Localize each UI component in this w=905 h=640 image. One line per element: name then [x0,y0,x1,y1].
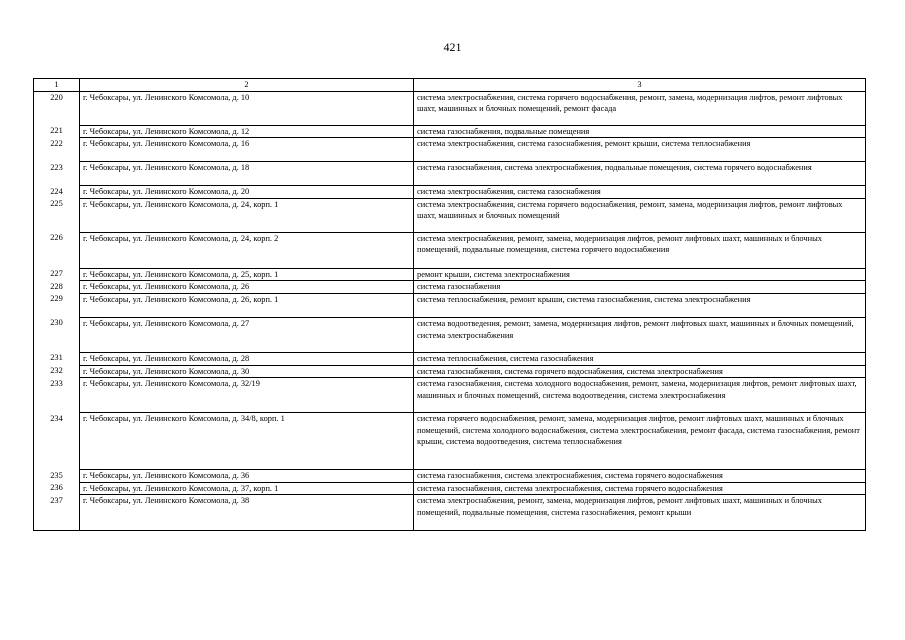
row-works: система горячего водоснабжения, ремонт, замена, модернизация лифтов, ремонт лифтовых шахт, машинных и блочных помещений, система холодного водоснабжения, система электроснабжения, ремонт фасада, система газоснабжения, ремонт крыши, система водоотведения, система теплоснабжения [414,413,866,470]
row-number: 229 [34,293,80,317]
row-address: г. Чебоксары, ул. Ленинского Комсомола, д. 38 [80,495,414,531]
row-works: система электроснабжения, система газоснабжения [414,186,866,199]
row-number: 221 [34,125,80,138]
table-row [34,162,866,186]
page-number: 421 [443,40,462,54]
table-row [34,186,866,199]
row-address: г. Чебоксары, ул. Ленинского Комсомола, д. 12 [80,125,414,138]
table-row [34,352,866,365]
column-header-works: 3 [414,79,866,92]
row-number: 225 [34,198,80,232]
table-row [34,495,866,531]
table-row [34,365,866,378]
row-works: система газоснабжения [414,281,866,294]
table-row [34,198,866,232]
row-works: система газоснабжения, подвальные помещения [414,125,866,138]
table-row [34,125,866,138]
row-number: 224 [34,186,80,199]
table-row [34,91,866,125]
row-works: система газоснабжения, система электроснабжения, система горячего водоснабжения [414,482,866,495]
table-header-row [34,79,866,92]
table-row [34,413,866,470]
row-number: 220 [34,91,80,125]
table-row [34,281,866,294]
row-address: г. Чебоксары, ул. Ленинского Комсомола, д. 27 [80,317,414,352]
table-row [34,293,866,317]
table-row [34,268,866,281]
row-works: система электроснабжения, ремонт, замена, модернизация лифтов, ремонт лифтовых шахт, машинных и блочных помещений, подвальные помещения, система газоснабжения, ремонт крыши [414,495,866,531]
row-number: 227 [34,268,80,281]
row-number: 237 [34,495,80,531]
table-row [34,482,866,495]
row-works: система газоснабжения, система холодного водоснабжения, ремонт, замена, модернизация лифтов, ремонт лифтовых шахт, машинных и блочных помещений, система водоотведения, система электроснабжения [414,378,866,413]
row-works: система газоснабжения, система электроснабжения, система горячего водоснабжения [414,470,866,483]
row-works: система водоотведения, ремонт, замена, модернизация лифтов, ремонт лифтовых шахт, машинных и блочных помещений, система электроснабжения [414,317,866,352]
table-body [34,91,866,531]
row-number: 233 [34,378,80,413]
row-address: г. Чебоксары, ул. Ленинского Комсомола, д. 37, корп. 1 [80,482,414,495]
row-number: 226 [34,232,80,268]
row-number: 232 [34,365,80,378]
row-works: система газоснабжения, система электроснабжения, подвальные помещения, система горячего водоснабжения [414,162,866,186]
row-works: система газоснабжения, система горячего водоснабжения, система электроснабжения [414,365,866,378]
row-address: г. Чебоксары, ул. Ленинского Комсомола, д. 24, корп. 2 [80,232,414,268]
row-address: г. Чебоксары, ул. Ленинского Комсомола, д. 32/19 [80,378,414,413]
row-number: 223 [34,162,80,186]
row-works: система электроснабжения, система горячего водоснабжения, ремонт, замена, модернизация лифтов, ремонт лифтовых шахт, машинных и блочных помещений, ремонт фасада [414,91,866,125]
table-row [34,470,866,483]
row-number: 228 [34,281,80,294]
table-row [34,317,866,352]
row-address: г. Чебоксары, ул. Ленинского Комсомола, д. 18 [80,162,414,186]
row-address: г. Чебоксары, ул. Ленинского Комсомола, д. 28 [80,352,414,365]
row-number: 235 [34,470,80,483]
row-number: 230 [34,317,80,352]
row-works: система теплоснабжения, ремонт крыши, система газоснабжения, система электроснабжения [414,293,866,317]
row-number: 236 [34,482,80,495]
row-address: г. Чебоксары, ул. Ленинского Комсомола, д. 26 [80,281,414,294]
row-address: г. Чебоксары, ул. Ленинского Комсомола, д. 10 [80,91,414,125]
row-works: ремонт крыши, система электроснабжения [414,268,866,281]
column-header-number: 1 [34,79,80,92]
table-row [34,232,866,268]
row-address: г. Чебоксары, ул. Ленинского Комсомола, д. 20 [80,186,414,199]
row-address: г. Чебоксары, ул. Ленинского Комсомола, д. 30 [80,365,414,378]
row-address: г. Чебоксары, ул. Ленинского Комсомола, д. 26, корп. 1 [80,293,414,317]
row-works: система электроснабжения, ремонт, замена, модернизация лифтов, ремонт лифтовых шахт, машинных и блочных помещений, подвальные помещения, система горячего водоснабжения [414,232,866,268]
repair-works-table [33,78,866,531]
table-row [34,378,866,413]
table-row [34,138,866,162]
row-address: г. Чебоксары, ул. Ленинского Комсомола, д. 16 [80,138,414,162]
column-header-address: 2 [80,79,414,92]
row-address: г. Чебоксары, ул. Ленинского Комсомола, д. 24, корп. 1 [80,198,414,232]
row-address: г. Чебоксары, ул. Ленинского Комсомола, д. 34/8, корп. 1 [80,413,414,470]
row-address: г. Чебоксары, ул. Ленинского Комсомола, д. 36 [80,470,414,483]
row-number: 222 [34,138,80,162]
row-number: 231 [34,352,80,365]
row-number: 234 [34,413,80,470]
row-works: система электроснабжения, система газоснабжения, ремонт крыши, система теплоснабжения [414,138,866,162]
row-address: г. Чебоксары, ул. Ленинского Комсомола, д. 25, корп. 1 [80,268,414,281]
row-works: система электроснабжения, система горячего водоснабжения, ремонт, замена, модернизация лифтов, ремонт лифтовых шахт, машинных и блочных помещений [414,198,866,232]
row-works: система теплоснабжения, система газоснабжения [414,352,866,365]
